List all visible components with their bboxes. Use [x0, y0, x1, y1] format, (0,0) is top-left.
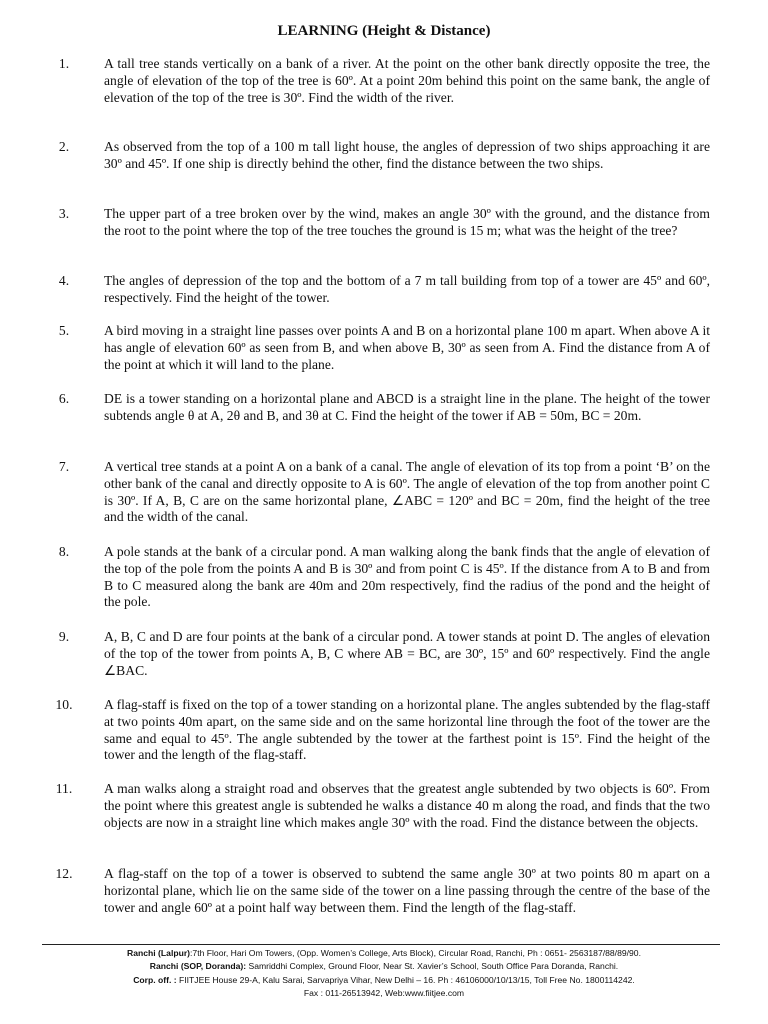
question-text: A flag-staff is fixed on the top of a tower standing on a horizontal plane. The angles subtended by the flag-staff at two points 40m apart, on the same side and on the same horizontal line through the foot of the tower are the same and equal to 45º. The angle subtended by the tower at the farthest point is 15º. Find the height of the tower and the length of the flag-staff. — [104, 697, 710, 763]
question-text: A vertical tree stands at a point A on a bank of a canal. The angle of elevation of its top from a point ‘B’ on the other bank of the canal and directly opposite to A is 60º. The angle of elevation of the top from another point C is 30º. If A, B, C are on the same horizontal plane, ∠ABC = 120º and BC = 20m, find the height of the tree and the width of the canal. — [104, 459, 710, 525]
question-number: 7. — [58, 459, 70, 474]
question-number: 5. — [58, 323, 70, 338]
question-text: The angles of depression of the top and the bottom of a 7 m tall building from top of a tower are 45º and 60º, respectively. Find the height of the tower. — [104, 273, 710, 305]
question-text: A man walks along a straight road and observes that the greatest angle subtended by two objects is 60º. From the point where this greatest angle is subtended he walks a distance 40 m along the road, and finds that the two objects are now in a straight line which makes angle 30º with the road. Find the distance between the objects. — [104, 781, 710, 830]
question-text: DE is a tower standing on a horizontal plane and ABCD is a straight line in the plane. The height of the tower subtends angle θ at A, 2θ and B, and 3θ at C. Find the height of the tower if AB = 50m, BC = 20m. — [104, 391, 710, 423]
footer — [0, 947, 768, 1001]
question-text: A pole stands at the bank of a circular pond. A man walking along the bank finds that the angle of elevation of the top of the pole from the points A and B is 30º and from point C is 45º. If the distance from A to B and from B to C measured along the bank are 40m and 20m respectively, find the radius of the pond and the height of the pole. — [104, 544, 710, 610]
question-text: A, B, C and D are four points at the bank of a circular pond. A tower stands at point D. The angles of elevation of the top of the tower from points A, B, C where AB = BC, are 30º, 15º and 60º respectively. Find the angle ∠BAC. — [104, 629, 710, 678]
question-number: 1. — [58, 56, 70, 71]
footer-line — [0, 987, 768, 1000]
footer-text: Fax : 011-26513942, Web:www.fiitjee.com — [303, 988, 465, 999]
question-number: 9. — [58, 629, 70, 644]
footer-label: Corp. off. : — [133, 974, 177, 985]
question-number: 3. — [58, 206, 70, 221]
footer-label: Ranchi (Lalpur) — [127, 948, 191, 958]
question-number: 8. — [58, 544, 70, 559]
footer-line — [0, 947, 768, 960]
question-text: A bird moving in a straight line passes over points A and B on a horizontal plane 100 m apart. When above A it has angle of elevation 60º as seen from B, and when above B, 30º as seen from A. Find the distance from A of the point at which it will land to the plane. — [104, 323, 710, 372]
question-number: 4. — [58, 273, 70, 288]
question-text: The upper part of a tree broken over by the wind, makes an angle 30º with the ground, and the distance from the root to the point where the top of the tree touches the ground is 15 m; what was the height of the tree? — [104, 206, 710, 238]
footer-text: Samriddhi Complex, Ground Floor, Near St. Xavier’s School, South Office Para Doranda, Ranchi. — [246, 961, 619, 972]
footer-text: FIITJEE House 29-A, Kalu Sarai, Sarvapriya Vihar, New Delhi – 16. Ph : 46106000/10/13/15, Toll Free No. 1800114242. — [176, 974, 635, 985]
footer-divider — [42, 944, 720, 945]
question-text: A tall tree stands vertically on a bank of a river. At the point on the other bank directly opposite the tree, the angle of elevation of the top of the tree is 60º. At a point 20m behind this point on the same bank, the angle of elevation of the top of the tree is 30º. Find the width of the river. — [104, 56, 710, 105]
question-number: 10. — [55, 697, 73, 712]
page-title: LEARNING (Height & Distance) — [277, 23, 491, 39]
question-number: 2. — [58, 139, 70, 154]
footer-text: :7th Floor, Hari Om Towers, (Opp. Women’s College, Arts Block), Circular Road, Ranchi, Ph : 0651- 2563187/88/89/90. — [190, 948, 641, 958]
question-number: 12. — [55, 866, 73, 881]
footer-line — [0, 974, 768, 987]
question-number: 11. — [55, 781, 73, 796]
question-number: 6. — [58, 391, 70, 406]
footer-line — [0, 960, 768, 973]
footer-label: Ranchi (SOP, Doranda): — [149, 961, 247, 972]
question-text: A flag-staff on the top of a tower is observed to subtend the same angle 30º at two points 80 m apart on a horizontal plane, which lie on the same side of the tower on a line passing through the centre of the base of the tower and angle 60º at a point half way between them. Find the length of the flag-staff. — [104, 866, 710, 915]
question-text: As observed from the top of a 100 m tall light house, the angles of depression of two ships approaching it are 30º and 45º. If one ship is directly behind the other, find the distance between the two ships. — [104, 139, 710, 171]
